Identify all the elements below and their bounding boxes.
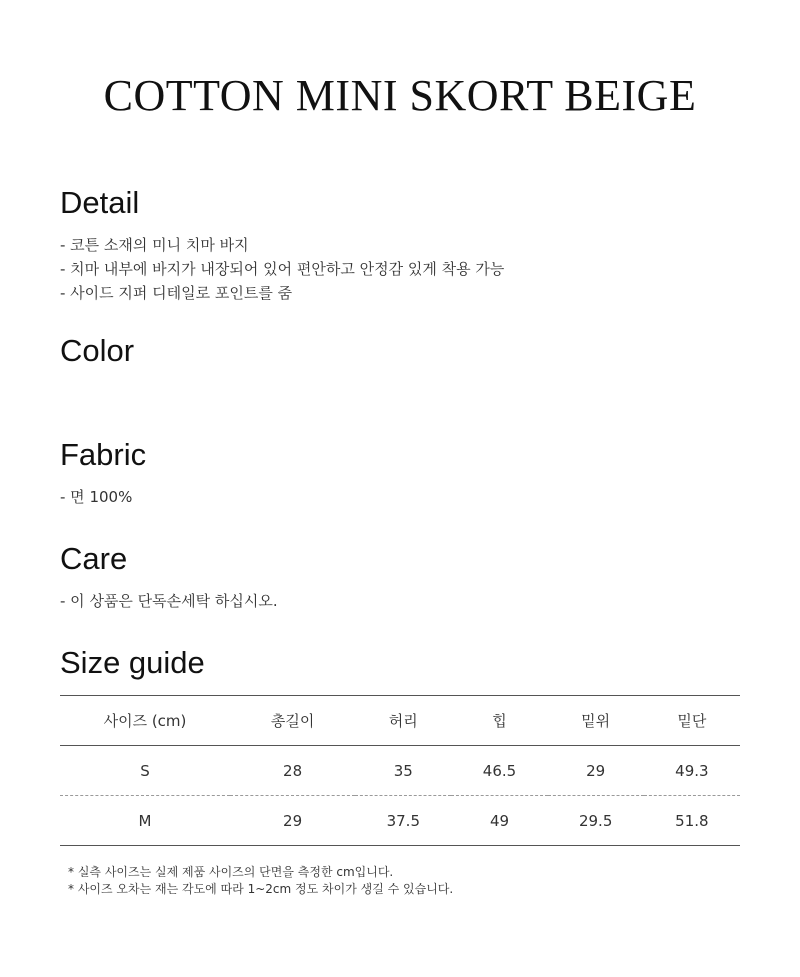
size-table: [60, 695, 740, 846]
care-section: [60, 541, 740, 613]
size-guide-heading: Size guide: [60, 645, 205, 680]
table-cell: S: [140, 761, 150, 780]
header-waist: 허리: [388, 712, 418, 730]
header-total-length: 총길이: [270, 712, 315, 730]
fabric-line: - 면 100%: [60, 488, 133, 506]
table-cell: 46.5: [482, 761, 517, 780]
size-guide-section: [60, 645, 740, 681]
care-heading: Care: [60, 541, 128, 576]
color-heading: Color: [60, 333, 135, 368]
header-rise: 밑위: [581, 712, 611, 730]
detail-line: - 사이드 지퍼 디테일로 포인트를 줌: [60, 284, 293, 302]
product-title: COTTON MINI SKORT BEIGE: [103, 71, 697, 120]
detail-section: [60, 185, 740, 305]
care-line: - 이 상품은 단독손세탁 하십시오.: [60, 592, 278, 610]
care-list: [60, 589, 740, 613]
table-cell: 29: [283, 811, 303, 830]
table-cell: M: [138, 811, 152, 830]
size-note: * 실측 사이즈는 실제 제품 사이즈의 단면을 측정한 cm입니다.: [68, 865, 394, 879]
detail-line: - 치마 내부에 바지가 내장되어 있어 편안하고 안정감 있게 착용 가능: [60, 260, 505, 278]
table-cell: 37.5: [386, 811, 420, 830]
header-hem: 밑단: [677, 712, 707, 730]
color-section: [60, 333, 740, 369]
fabric-list: [60, 485, 740, 509]
table-cell: 28: [283, 761, 303, 780]
fabric-heading: Fabric: [60, 437, 147, 472]
table-cell: 29: [586, 761, 606, 780]
header-size: 사이즈 (cm): [103, 712, 187, 730]
header-hip: 힙: [492, 712, 507, 730]
size-note: * 사이즈 오차는 재는 각도에 따라 1~2cm 정도 차이가 생길 수 있습니다.: [68, 882, 454, 896]
table-cell: 49.3: [675, 761, 709, 780]
table-row: [60, 746, 740, 796]
table-cell: 35: [393, 761, 413, 780]
detail-heading: Detail: [60, 185, 140, 220]
size-notes: [68, 864, 453, 898]
table-cell: 29.5: [578, 811, 613, 830]
table-cell: 49: [489, 811, 510, 830]
size-table-header-row: [60, 696, 740, 746]
detail-list: [60, 233, 740, 305]
table-row: [60, 796, 740, 846]
table-cell: 51.8: [675, 811, 709, 830]
detail-line: - 코튼 소재의 미니 치마 바지: [60, 236, 249, 254]
fabric-section: [60, 437, 740, 509]
